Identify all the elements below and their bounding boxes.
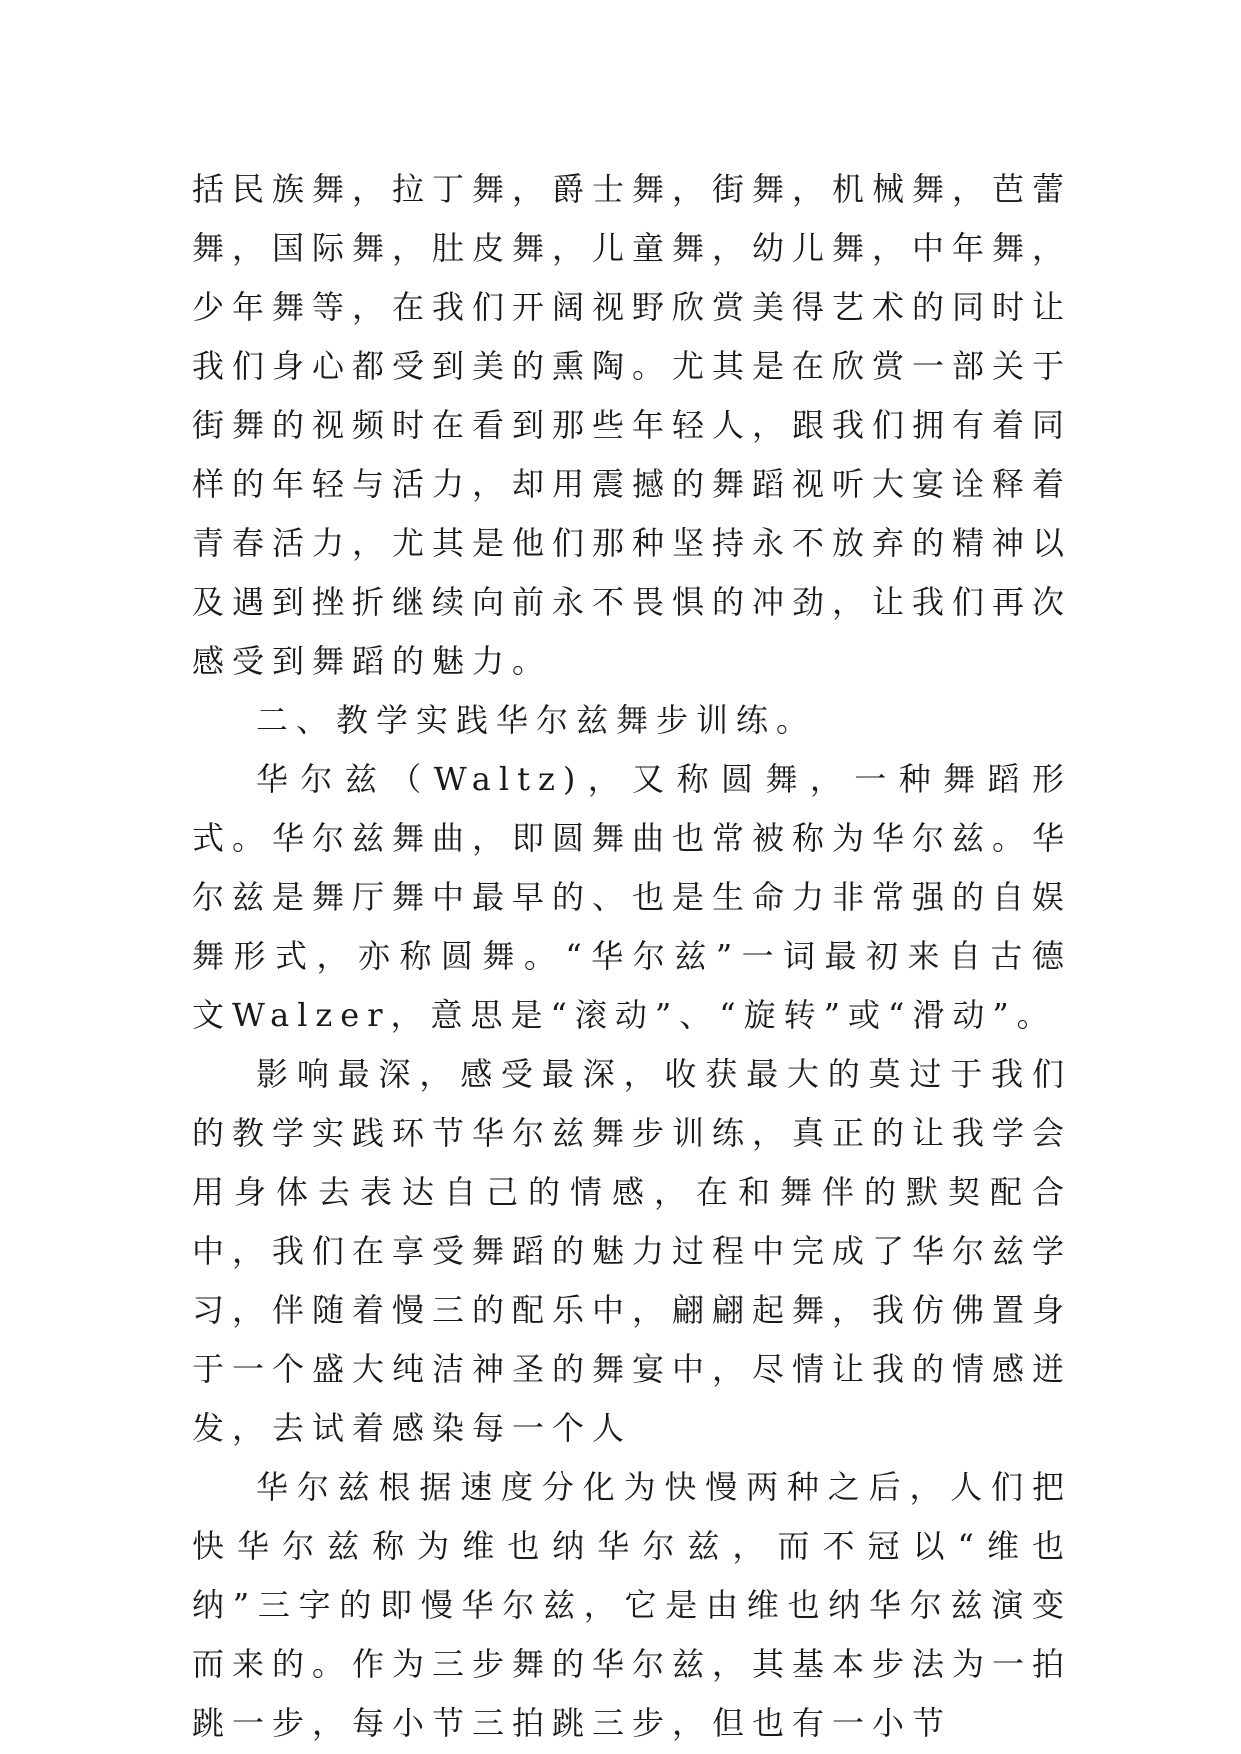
paragraph-waltz-experience: 影响最深，感受最深，收获最大的莫过于我们的教学实践环节华尔兹舞步训练，真正的让我学会用身体去表达自己的情感，在和舞伴的默契配合中，我们在享受舞蹈的魅力过程中完成了华尔兹学习，伴随着慢三的配乐中，翩翩起舞，我仿佛置身于一个盛大纯洁神圣的舞宴中，尽情让我的情感迸发，去试着感染每一个人 bbox=[192, 1055, 1073, 1447]
section-heading-waltz-training: 二、教学实践华尔兹舞步训练。 bbox=[256, 701, 817, 739]
paragraph-waltz-speed: 华尔兹根据速度分化为快慢两种之后，人们把快华尔兹称为维也纳华尔兹，而不冠以“维也纳”三字的即慢华尔兹，它是由维也纳华尔兹演变而来的。作为三步舞的华尔兹，其基本步法为一拍跳一步，每小节三拍跳三步，但也有一小节 bbox=[192, 1468, 1073, 1742]
document-body bbox=[192, 160, 1072, 1753]
paragraph-waltz-definition: 华尔兹（Waltz)，又称圆舞，一种舞蹈形式。华尔兹舞曲，即圆舞曲也常被称为华尔兹。华尔兹是舞厅舞中最早的、也是生命力非常强的自娱舞形式，亦称圆舞。“华尔兹”一词最初来自古德文Walzer，意思是“滚动”、“旋转”或“滑动”。 bbox=[192, 760, 1073, 1034]
paragraph-dance-types: 括民族舞，拉丁舞，爵士舞，街舞，机械舞，芭蕾舞，国际舞，肚皮舞，儿童舞，幼儿舞，中年舞，少年舞等，在我们开阔视野欣赏美得艺术的同时让我们身心都受到美的熏陶。尤其是在欣赏一部关于街舞的视频时在看到那些年轻人，跟我们拥有着同样的年轻与活力，却用震撼的舞蹈视听大宴诠释着青春活力，尤其是他们那种坚持永不放弃的精神以及遇到挫折继续向前永不畏惧的冲劲，让我们再次感受到舞蹈的魅力。 bbox=[192, 170, 1073, 680]
